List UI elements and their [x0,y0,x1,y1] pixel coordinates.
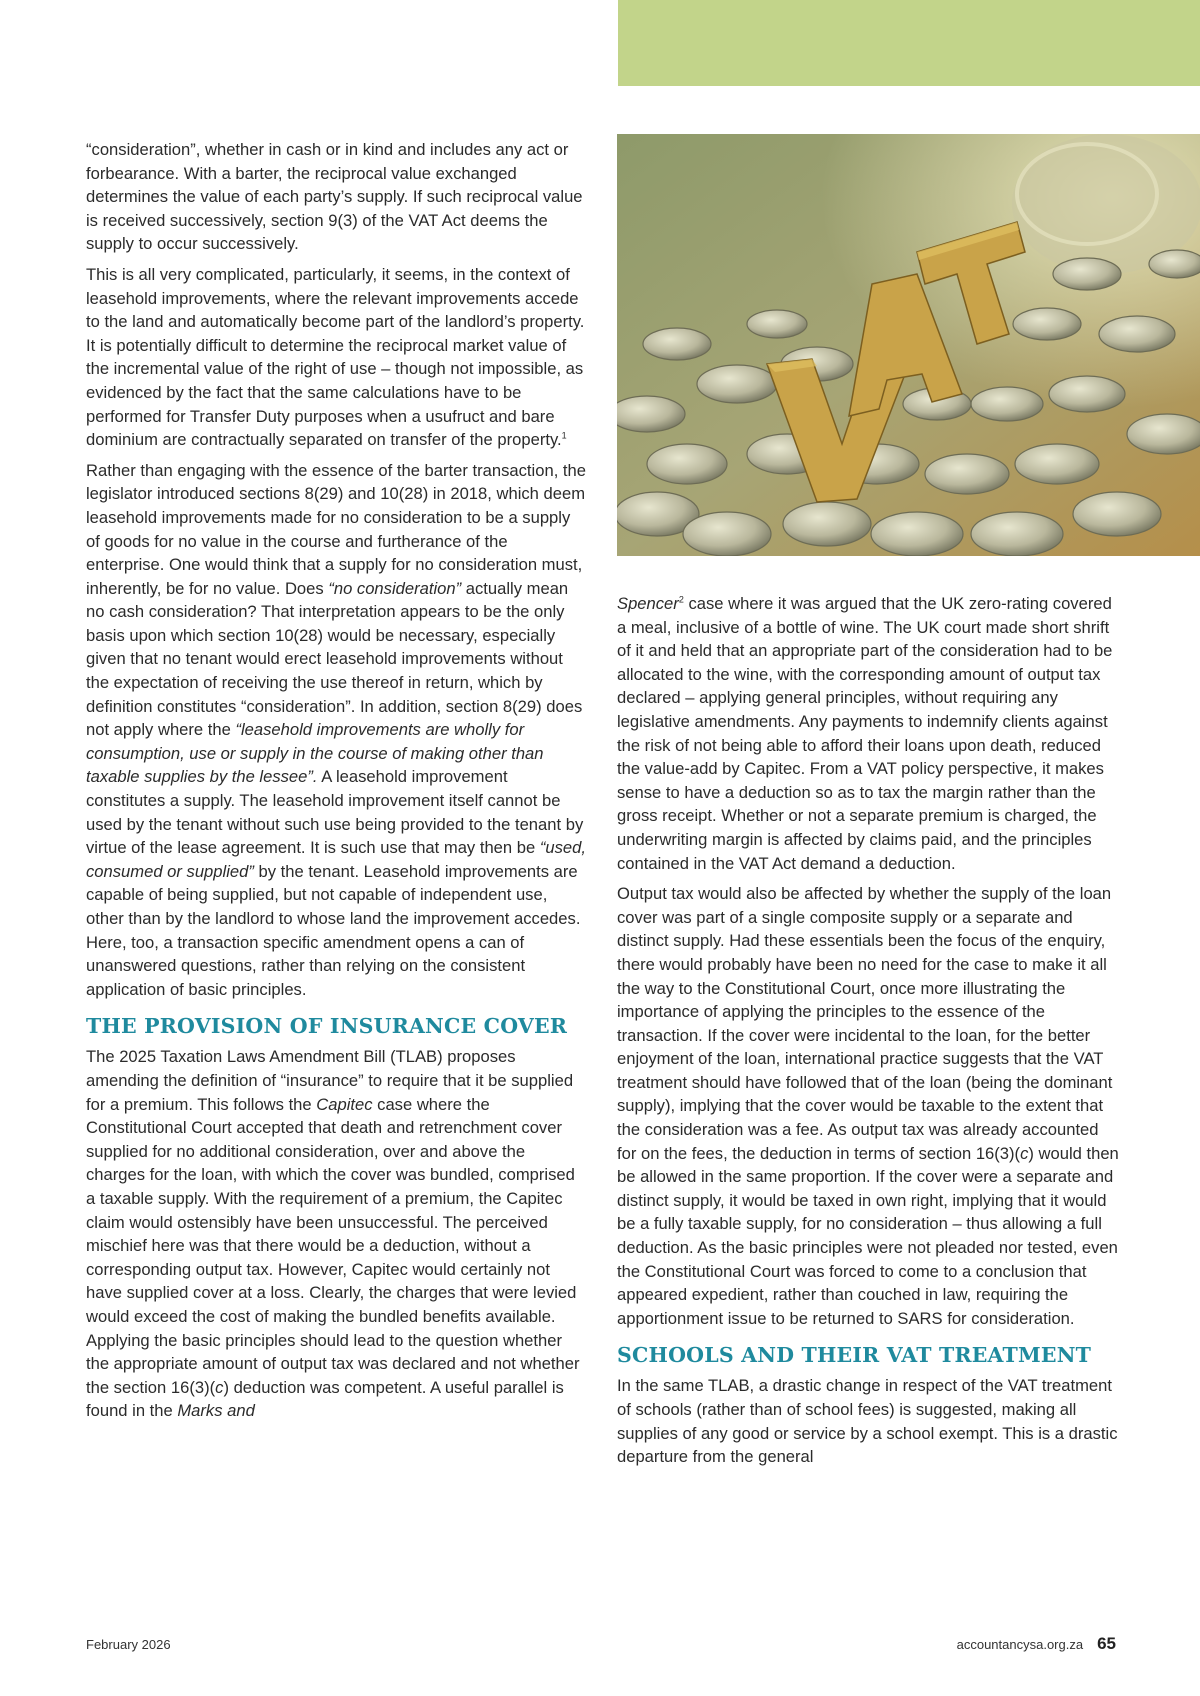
photo-illustration [617,134,1200,556]
photo-letter-a [887,351,899,368]
paragraph: Rather than engaging with the essence of the barter transaction, the legislator introduced sections 8(29) and 10(28) in 2018, which deem leasehold improvements made for no consideration to be a supply of goods for no value in the course and furtherance of the enterprise. One would think that a supply for no consideration must, inherently, be for no value. Does “no consideration” actually mean no cash consideration? That interpretation appears to be the only basis upon which section 10(28) would be necessary, especially given that no tenant would erect leasehold improvements without the expectation of receiving the use thereof in return, which by definition constitutes “consideration”. In addition, section 8(29) does not apply where the “leasehold improvements are wholly for consumption, use or supply in the course of making other than taxable supplies by the lessee”. A leasehold improvement constitutes a supply. The leasehold improvement itself cannot be used by the tenant without such use being provided to the tenant by virtue of the lease agreement. It is such use that may then be “used, consumed or supplied” by the tenant. Leasehold improvements are capable of being supplied, but not capable of independent use, other than by the landlord to whose land the improvement accedes. Here, too, a transaction specific amendment opens a can of unanswered questions, rather than relying on the consistent application of basic principles. [86,460,586,999]
footer-site-link[interactable]: accountancysa.org.za [956,1637,1084,1652]
right-column [617,592,1119,1476]
left-column [86,138,586,1430]
footnote-ref[interactable]: 1 [561,430,567,441]
photo-letter-t [967,291,977,308]
section-heading: SCHOOLS AND THEIR VAT TREATMENT [617,1343,1092,1368]
paragraph: Spencer$^2$ case where it was argued that the UK zero-rating covered a meal, inclusive of a bottle of wine. The UK court made short shrift of it and held that an appropriate part of the consideration had to be allocated to the wine, with the corresponding amount of output tax declared – applying general principles, without requiring any legislative amendments. Any payments to indemnify clients against the risk of not being able to afford their loans upon death, reduced the value-add by Capitec. From a VAT policy perspective, it makes sense to have a deduction so as to tax the margin rather than the gross receipt. Whether or not a separate premium is charged, the underwriting margin is affected by claims paid, and the principles contained in the VAT Act demand a deduction. [617,594,1113,873]
footer-right [957,1634,1116,1654]
vat-coins-photo [617,134,1200,556]
top-color-band [618,0,1200,86]
footer-date: February 2026 [86,1637,171,1652]
footnote-ref[interactable]: 2 [678,594,684,605]
paragraph: Output tax would also be affected by whether the supply of the loan cover was part of a single composite supply or a separate and distinct supply. Had these essentials been the focus of the enquiry, there would probably have been no need for the case to make it all the way to the Constitutional Court, once more illustrating the importance of applying the principles to the essence of the transaction. If the cover were incidental to the loan, for the better enjoyment of the loan, international practice suggests that the VAT treatment should have followed that of the loan (being the dominant supply), implying that the cover would be taxable to the extent that the consideration was a fee. As output tax was already accounted for on the fees, the deduction in terms of section 16(3)(c) would then be allowed in the same proportion. If the cover were a separate and distinct supply, it would be taxed in own right, implying that it would be a fully taxable supply, for no consideration – thus allowing a full deduction. As the basic principles were not pleaded nor tested, even the Constitutional Court was forced to come to a conclusion that appeared expedient, rather than couched in law, requiring the apportionment issue to be returned to SARS for consideration. [617,884,1119,1328]
section-heading: THE PROVISION OF INSURANCE COVER [86,1014,568,1039]
paragraph: The 2025 Taxation Laws Amendment Bill (TLAB) proposes amending the definition of “insurance” to require that it be supplied for a premium. This follows the Capitec case where the Constitutional Court accepted that death and retrenchment cover supplied for no additional consideration, over and above the charges for the loan, with which the cover was bundled, comprised a taxable supply. With the requirement of a premium, the Capitec claim would ostensibly have been unsuccessful. The perceived mischief here was that there would be a deduction, without a corresponding output tax. However, Capitec would certainly not have supplied cover at a loss. Clearly, the charges that were levied would exceed the cost of making the bundled benefits available. Applying the basic principles should lead to the question whether the appropriate amount of output tax was declared and not whether the section 16(3)(c) deduction was competent. A useful parallel is found in the Marks and [86,1047,580,1421]
paragraph: “consideration”, whether in cash or in kind and includes any act or forbearance. With a barter, the reciprocal value exchanged determines the value of each party’s supply. If such reciprocal value is received successively, section 9(3) of the VAT Act deems the supply to occur successively. [86,140,583,254]
page-number: 65 [1097,1634,1116,1653]
paragraph: In the same TLAB, a drastic change in respect of the VAT treatment of schools (rather than of school fees) is suggested, making all supplies of any good or service by a school exempt. This is a drastic departure from the general [617,1376,1118,1467]
photo-letter-v [797,421,808,438]
paragraph: This is all very complicated, particularly, it seems, in the context of leasehold improvements, where the relevant improvements accede to the land and automatically become part of the landlord’s property. It is potentially difficult to determine the reciprocal market value of the incremental value of the right of use – though not impossible, as evidenced by the fact that the same calculations have to be performed for Transfer Duty purposes when a usufruct and bare dominium are contractually separated on transfer of the property.$^1$ [86,264,585,450]
